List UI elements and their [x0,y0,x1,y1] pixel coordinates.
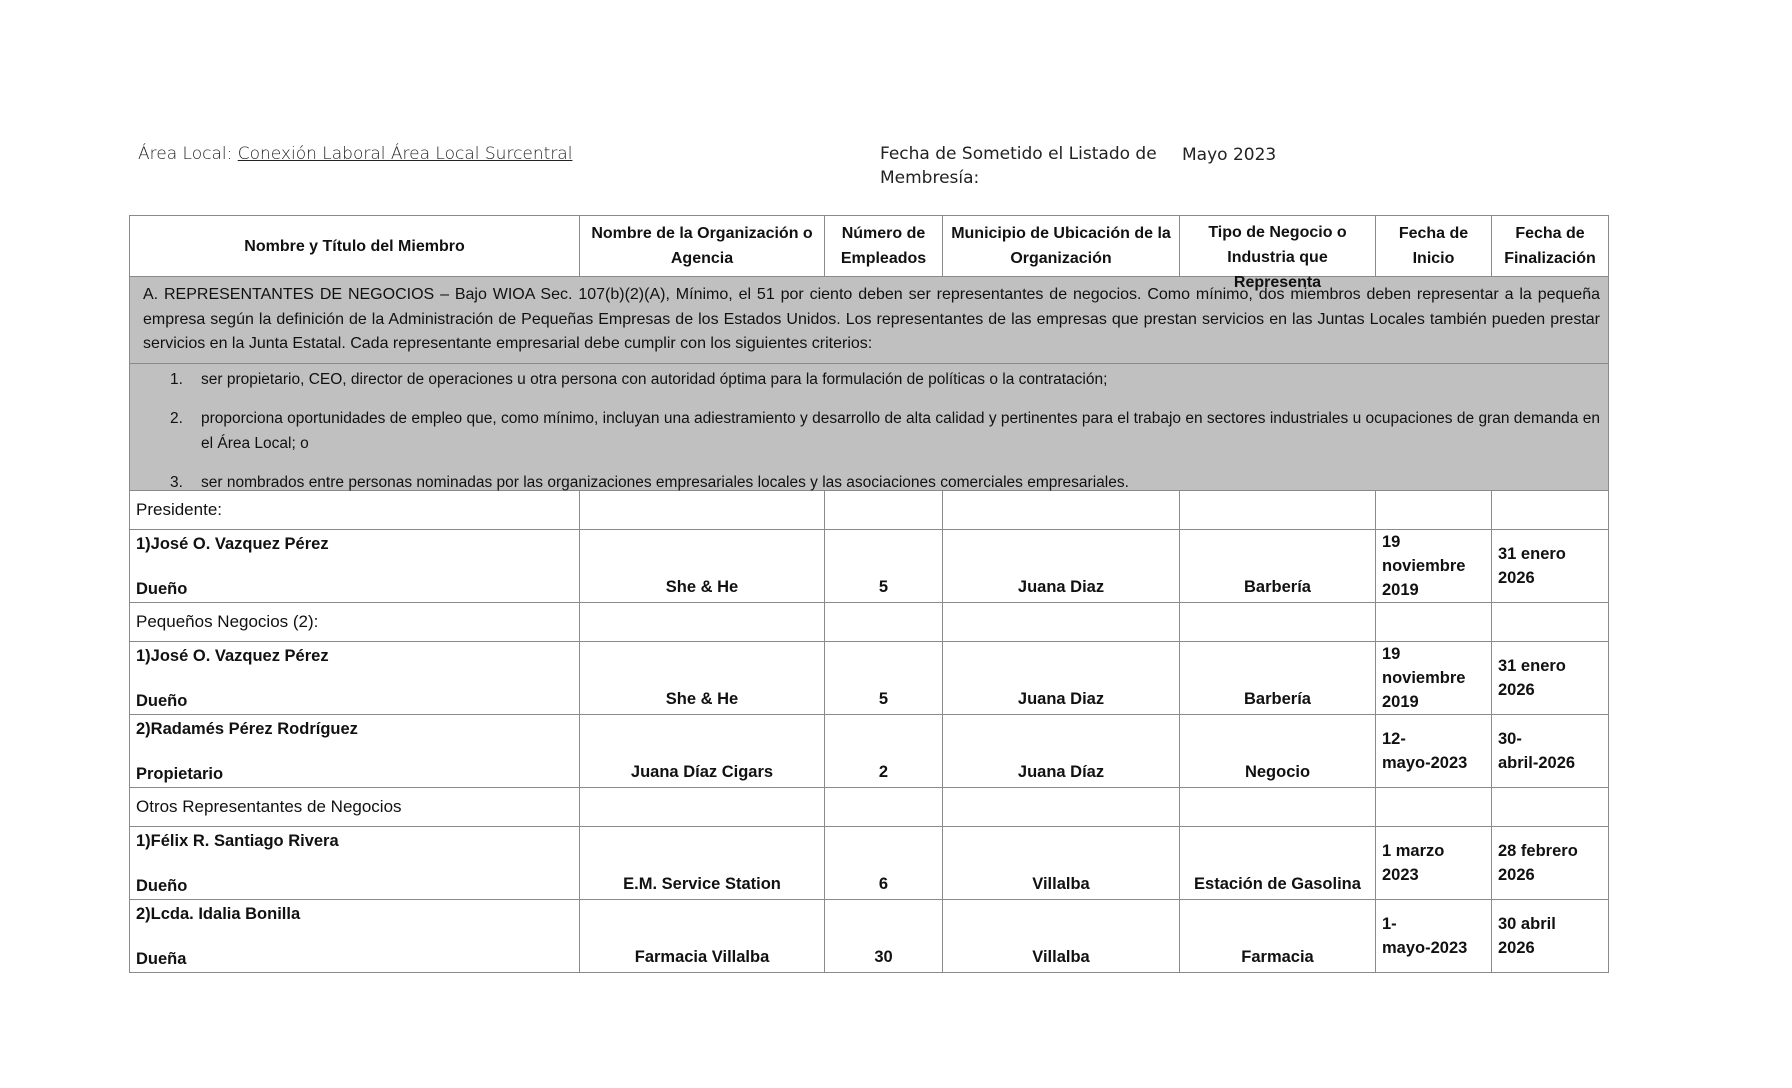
member-end-date: 31 enero 2026 [1492,529,1609,602]
member-business-type: Estación de Gasolina [1180,826,1376,899]
member-title: Propietario [136,764,224,783]
col-header-business-type: Tipo de Negocio o Industria que [1180,216,1376,277]
table-row [130,714,1609,787]
member-business-type: Negocio [1180,714,1376,787]
member-name-title [130,826,580,899]
member-name-title [130,529,580,602]
member-start-date: 1- mayo-2023 [1376,899,1492,972]
section-a-intro: A. REPRESENTANTES DE NEGOCIOS – Bajo WIOA Sec. 107(b)(2)(A), Mínimo, el 51 por ciento deben ser representantes de negocios. Como mínimo, dos miembros deben representar a la pequeña empresa según la definición de la Administración de Pequeñas Empresas de los Estados Unidos. Los representantes de las empresas que prestan servicios en las Juntas Locales también pueden prestar servicios en la Junta Estatal. Cada representante empresarial debe cumplir con los siguientes criterios: [130,277,1609,364]
submission-date-label: Fecha de Sometido el Listado de Membresía: [880,144,1157,188]
member-municipality: Villalba [943,899,1180,972]
table-row [130,529,1609,602]
member-business-type: Farmacia [1180,899,1376,972]
member-business-type: Barbería [1180,641,1376,714]
member-start-date: 12- mayo-2023 [1376,714,1492,787]
col-header-org: Nombre de la Organización o Agencia [580,216,825,277]
area-local-label: Área Local: [138,144,238,164]
section-label-president: Presidente: [130,490,580,529]
member-municipality: Villalba [943,826,1180,899]
member-end-date: 30- abril-2026 [1492,714,1609,787]
member-start-date: 1 marzo 2023 [1376,826,1492,899]
area-local-line [138,144,572,164]
member-employees: 5 [825,529,943,602]
member-employees: 6 [825,826,943,899]
member-org: E.M. Service Station [580,826,825,899]
member-title: Dueño [136,691,188,710]
member-name-title [130,899,580,972]
col-header-name: Nombre y Título del Miembro [130,216,580,277]
member-municipality: Juana Diaz [943,529,1180,602]
col-header-start: Fecha de Inicio [1376,216,1492,277]
member-name-title [130,641,580,714]
table-row [130,641,1609,714]
col-header-municipality: Municipio de Ubicación de la Organización [943,216,1180,277]
member-name: 2)Radamés Pérez Rodríguez [136,719,358,738]
table-row [130,899,1609,972]
member-org: Juana Díaz Cigars [580,714,825,787]
member-start-date: 19 noviembre 2019 [1376,641,1492,714]
member-employees: 30 [825,899,943,972]
member-name: 1)José O. Vazquez Pérez [136,646,329,665]
criteria-item: 2. proporciona oportunidades de empleo que, como mínimo, incluyan una adiestramiento y desarrollo de alta calidad y pertinentes para el trabajo en sectores industriales u ocupaciones de gran demanda en el Área Local; o [170,410,1600,452]
submission-date-value: Mayo 2023 [1182,145,1277,165]
member-end-date: 31 enero 2026 [1492,641,1609,714]
member-title: Dueño [136,579,188,598]
member-title: Dueño [136,876,188,895]
section-a-criteria [130,363,1609,490]
table-row [130,826,1609,899]
member-name: 2)Lcda. Idalia Bonilla [136,904,301,923]
area-local-value: Conexión Laboral Área Local Surcentral [237,144,573,164]
section-label-small-business: Pequeños Negocios (2): [130,602,580,641]
table-header-row [130,216,1609,277]
section-a-criteria-row [130,363,1609,490]
section-row-other [130,787,1609,826]
section-row-small-business [130,602,1609,641]
member-business-type: Barbería [1180,529,1376,602]
col-header-employees: Número de Empleados [825,216,943,277]
member-municipality: Juana Díaz [943,714,1180,787]
criteria-item: 3. ser nombrados entre personas nominadas por las organizaciones empresariales locales y las asociaciones comerciales empresariales. [170,474,1129,491]
member-employees: 2 [825,714,943,787]
section-label-other: Otros Representantes de Negocios [130,787,580,826]
member-org: Farmacia Villalba [580,899,825,972]
member-employees: 5 [825,641,943,714]
member-org: She & He [580,529,825,602]
member-name-title [130,714,580,787]
member-end-date: 30 abril 2026 [1492,899,1609,972]
member-municipality: Juana Diaz [943,641,1180,714]
membership-table [129,215,1609,973]
section-row-president [130,490,1609,529]
member-name: 1)José O. Vazquez Pérez [136,534,329,553]
member-start-date: 19 noviembre 2019 [1376,529,1492,602]
section-a-intro-row [130,277,1609,364]
member-org: She & He [580,641,825,714]
col-header-end: Fecha de Finalización [1492,216,1609,277]
member-name: 1)Félix R. Santiago Rivera [136,831,339,850]
member-end-date: 28 febrero 2026 [1492,826,1609,899]
criteria-item: 1. ser propietario, CEO, director de operaciones u otra persona con autoridad óptima para la formulación de políticas o la contratación; [170,370,1108,388]
member-title: Dueña [136,949,187,968]
